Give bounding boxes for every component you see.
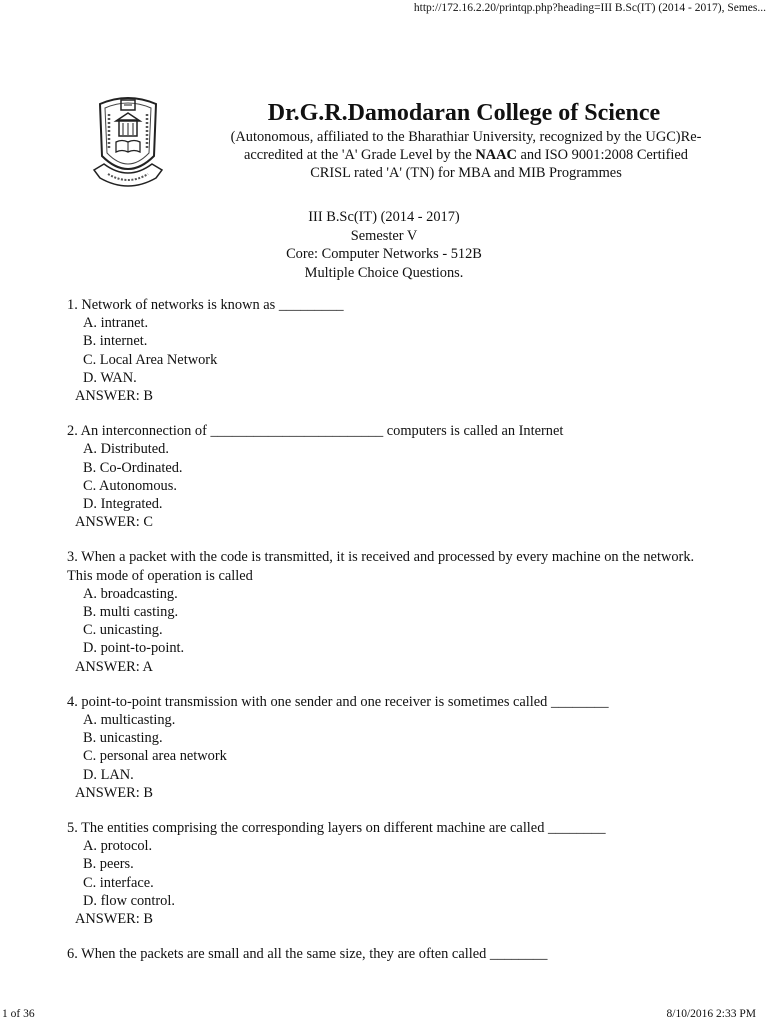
question-1 [67, 296, 707, 405]
question-text: 4. point-to-point transmission with one sender and one receiver is sometimes called ________ [67, 693, 609, 710]
question-6 [67, 945, 707, 963]
question-text: 1. Network of networks is known as _________ [67, 297, 344, 313]
course-info [0, 208, 768, 282]
option-b: B. peers. [83, 856, 134, 873]
question-4 [67, 693, 707, 802]
option-d: D. WAN. [83, 369, 137, 386]
option-a: A. broadcasting. [83, 585, 178, 602]
answer: ANSWER: B [75, 911, 153, 928]
print-url: http://172.16.2.20/printqp.php?heading=III B.Sc(IT) (2014 - 2017), Semes... [413, 2, 766, 14]
question-3 [67, 548, 707, 675]
option-c: C. Autonomous. [83, 477, 177, 494]
print-datetime: 8/10/2016 2:33 PM [666, 1008, 756, 1020]
affiliation-naac: NAAC [475, 147, 517, 163]
option-d: D. Integrated. [83, 496, 163, 513]
option-b: B. internet. [83, 333, 148, 350]
course-batch: III B.Sc(IT) (2014 - 2017) [308, 209, 460, 225]
option-a: A. Distributed. [83, 441, 169, 458]
option-c: C. interface. [83, 874, 154, 891]
answer: ANSWER: A [75, 658, 153, 675]
college-affiliation [178, 128, 754, 182]
answer: ANSWER: C [75, 514, 153, 531]
course-type: Multiple Choice Questions. [304, 264, 464, 281]
affiliation-line-2-pre: accredited at the 'A' Grade Level by the [244, 147, 476, 163]
affiliation-line-3: CRISL rated 'A' (TN) for MBA and MIB Programmes [310, 165, 622, 181]
question-2 [67, 422, 707, 531]
answer: ANSWER: B [75, 388, 153, 405]
option-b: B. unicasting. [83, 730, 163, 747]
course-subject: Core: Computer Networks - 512B [286, 246, 482, 262]
question-text: 2. An interconnection of ________________________ computers is called an Internet [67, 423, 564, 440]
question-5 [67, 819, 707, 928]
college-crest-icon [92, 90, 164, 192]
option-d: D. flow control. [83, 892, 175, 909]
answer: ANSWER: B [75, 784, 153, 801]
course-semester: Semester V [350, 227, 418, 244]
college-name: Dr.G.R.Damodaran College of Science [267, 100, 661, 126]
option-c: C. personal area network [83, 748, 227, 765]
option-a: A. multicasting. [83, 712, 176, 729]
option-d: D. point-to-point. [83, 640, 185, 657]
option-d: D. LAN. [83, 766, 134, 783]
option-b: B. Co-Ordinated. [83, 459, 183, 476]
affiliation-line-1: (Autonomous, affiliated to the Bharathiar University, recognized by the UGC)Re- [230, 129, 702, 145]
option-a: A. protocol. [83, 838, 153, 855]
question-text: 6. When the packets are small and all the same size, they are often called ________ [67, 946, 548, 963]
option-a: A. intranet. [83, 315, 149, 332]
affiliation-line-2-post: and ISO 9001:2008 Certified [516, 147, 688, 163]
question-list [67, 296, 707, 981]
option-c: C. unicasting. [83, 622, 163, 639]
question-text: 3. When a packet with the code is transmitted, it is received and processed by every machine on the network. This mode of operation is called [67, 549, 695, 584]
question-text: 5. The entities comprising the corresponding layers on different machine are called ________ [67, 820, 606, 837]
option-c: C. Local Area Network [83, 351, 218, 368]
option-b: B. multi casting. [83, 604, 179, 621]
document-header [92, 90, 768, 200]
page-number: 1 of 36 [2, 1008, 35, 1020]
